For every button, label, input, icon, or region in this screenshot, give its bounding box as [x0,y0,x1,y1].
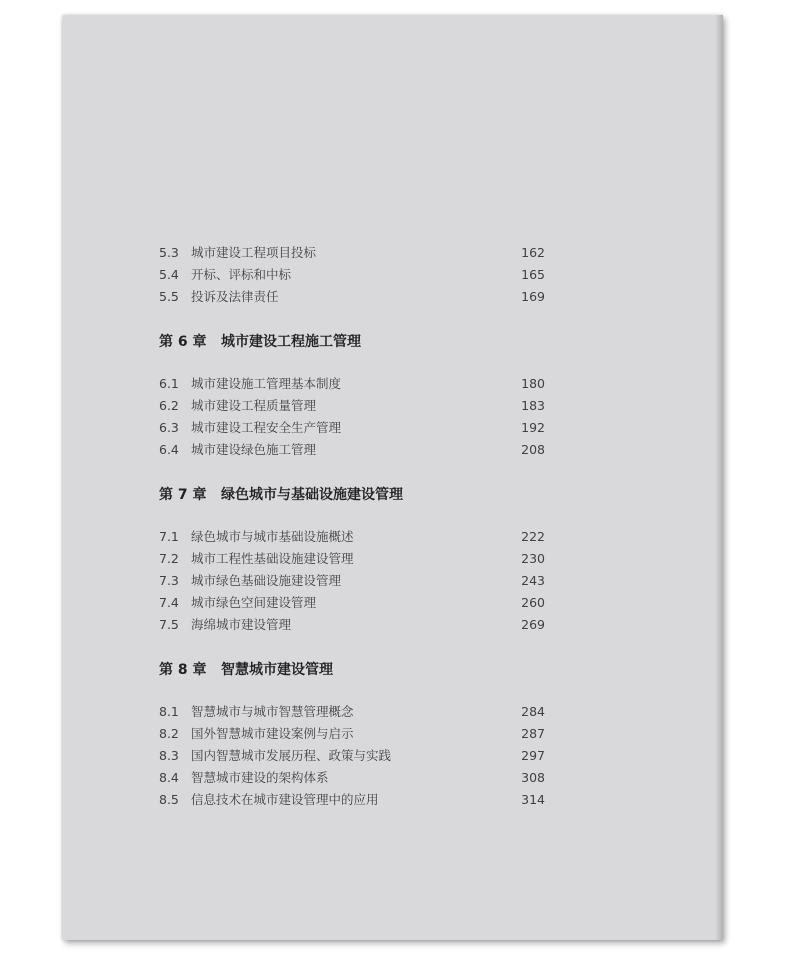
section-number: 6.3 [159,420,179,435]
chapter-label: 第 8 章 [159,662,207,678]
section-number: 6.2 [159,398,179,413]
page-number: 208 [521,442,545,457]
section-title: 城市绿色空间建设管理 [191,595,317,610]
toc-entry [159,767,545,789]
section-number: 8.2 [159,726,179,741]
page-number: 284 [521,704,545,719]
chapter-label: 第 7 章 [159,487,207,503]
section-title: 城市建设工程项目投标 [191,245,317,260]
page-number: 162 [521,245,545,260]
chapter-heading [159,484,545,506]
toc-entry [159,723,545,745]
toc-entry [159,548,545,570]
section-title: 信息技术在城市建设管理中的应用 [191,792,379,807]
section-number: 8.3 [159,748,179,763]
section-number: 7.2 [159,551,179,566]
toc-entry [159,789,545,811]
toc-entry [159,701,545,723]
book-page [63,15,723,940]
page-number: 230 [521,551,545,566]
toc-entry [159,439,545,461]
section-number: 8.4 [159,770,179,785]
section-title: 城市绿色基础设施建设管理 [191,573,342,588]
section-number: 6.4 [159,442,179,457]
page-number: 169 [521,289,545,304]
section-title: 智慧城市建设的架构体系 [191,770,329,785]
section-number: 5.3 [159,245,179,260]
section-title: 绿色城市与城市基础设施概述 [191,529,354,544]
section-title: 城市建设工程安全生产管理 [191,420,342,435]
section-title: 开标、评标和中标 [191,267,292,282]
section-title: 城市建设工程质量管理 [191,398,317,413]
section-title: 城市建设绿色施工管理 [191,442,317,457]
page-number: 243 [521,573,545,588]
page-number: 314 [521,792,545,807]
toc-entry [159,570,545,592]
page-number: 183 [521,398,545,413]
page-number: 192 [521,420,545,435]
section-number: 7.1 [159,529,179,544]
section-number: 7.5 [159,617,179,632]
page-number: 222 [521,529,545,544]
chapter-title: 城市建设工程施工管理 [221,334,361,350]
toc-entry [159,264,545,286]
section-number: 8.1 [159,704,179,719]
toc-entry [159,592,545,614]
chapter-title: 绿色城市与基础设施建设管理 [221,487,403,503]
section-number: 8.5 [159,792,179,807]
section-number: 5.4 [159,267,179,282]
section-number: 7.3 [159,573,179,588]
toc-entry [159,242,545,264]
section-title: 国内智慧城市发展历程、政策与实践 [191,748,392,763]
section-title: 海绵城市建设管理 [191,617,292,632]
section-number: 7.4 [159,595,179,610]
table-of-contents [159,242,545,811]
section-title: 城市工程性基础设施建设管理 [191,551,354,566]
section-title: 投诉及法律责任 [191,289,279,304]
toc-entry [159,286,545,308]
page-number: 287 [521,726,545,741]
page-number: 269 [521,617,545,632]
section-title: 智慧城市与城市智慧管理概念 [191,704,354,719]
chapter-label: 第 6 章 [159,334,207,350]
section-number: 6.1 [159,376,179,391]
section-title: 国外智慧城市建设案例与启示 [191,726,354,741]
toc-entry [159,745,545,767]
toc-entry [159,373,545,395]
chapter-heading [159,659,545,681]
page-number: 180 [521,376,545,391]
page-number: 165 [521,267,545,282]
section-title: 城市建设施工管理基本制度 [191,376,342,391]
page-number: 260 [521,595,545,610]
toc-entry [159,526,545,548]
chapter-heading [159,331,545,353]
chapter-title: 智慧城市建设管理 [221,662,333,678]
page-number: 308 [521,770,545,785]
section-number: 5.5 [159,289,179,304]
page-number: 297 [521,748,545,763]
toc-entry [159,417,545,439]
toc-entry [159,395,545,417]
toc-entry [159,614,545,636]
